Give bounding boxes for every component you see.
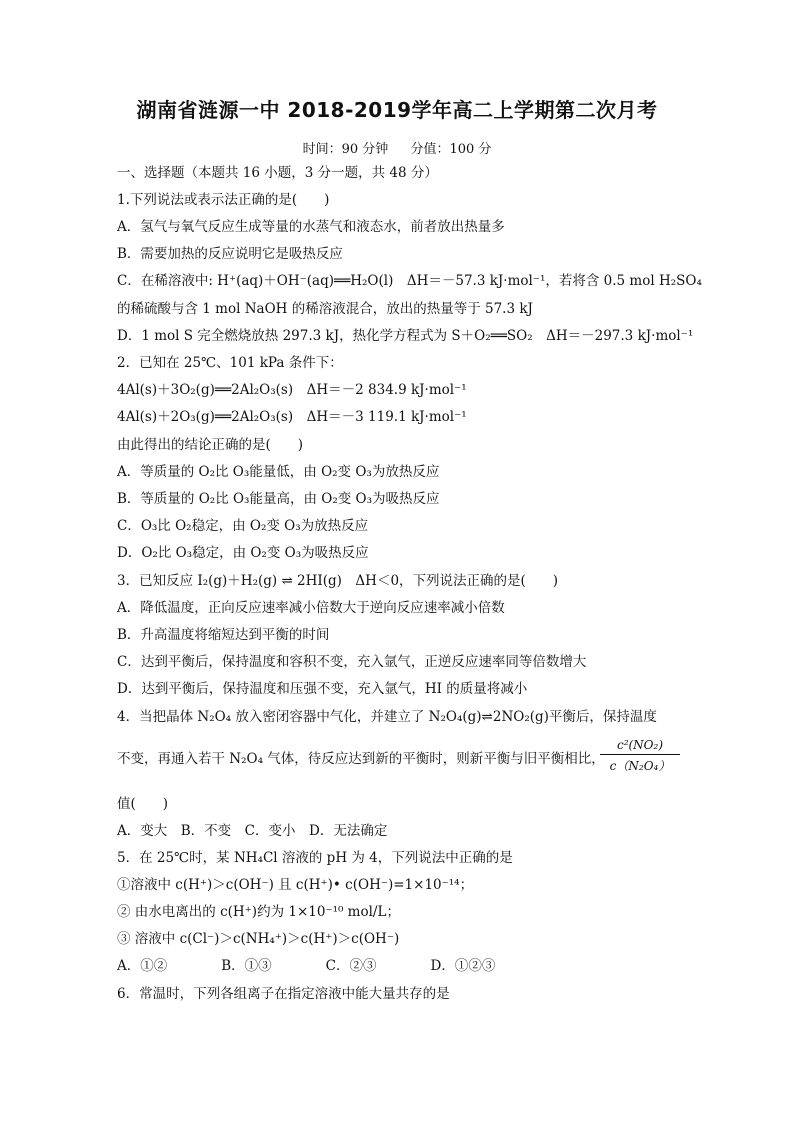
question-3-option-d: D．达到平衡后，保持温度和压强不变，充入氩气，HI 的质量将减小: [117, 681, 528, 697]
question-1-option-c-cont: 的稀硫酸与含 1 mol NaOH 的稀溶液混合，放出的热量等于 57.3 kJ: [117, 301, 533, 317]
fraction-denominator: c（N₂O₄）: [609, 759, 671, 773]
question-4-stem: 4．当把晶体 N₂O₄ 放入密闭容器中气化，并建立了 N₂O₄(g)⇌2NO₂(g)平衡后，保持温度: [117, 709, 657, 725]
question-2-option-d: D．O₂比 O₃稳定，由 O₂变 O₃为吸热反应: [117, 545, 369, 561]
question-2-stem: 2．已知在 25℃、101 kPa 条件下：: [117, 355, 343, 371]
question-5-options: A．①② B．①③ C．②③ D．①②③: [117, 958, 496, 974]
page-title: 湖南省涟源一中 2018-2019学年高二上学期第二次月考: [136, 98, 658, 122]
question-1-option-c: C．在稀溶液中: H⁺(aq)＋OH⁻(aq)══H₂O(l) ΔH＝－57.3 kJ·mol⁻¹，若将含 0.5 mol H₂SO₄: [117, 273, 702, 289]
question-3-option-c: C．达到平衡后，保持温度和容积不变，充入氩气，正逆反应速率同等倍数增大: [117, 654, 587, 670]
question-5-statement-2: ② 由水电离出的 c(H⁺)约为 1×10⁻¹⁰ mol/L；: [117, 904, 400, 920]
exam-meta: [0, 138, 794, 157]
question-4-stem-cont: 不变，再通入若干 N₂O₄ 气体，待反应达到新的平衡时，则新平衡与旧平衡相比，: [117, 751, 605, 767]
question-2-option-a: A．等质量的 O₂比 O₃能量低，由 O₂变 O₃为放热反应: [117, 464, 440, 480]
concentration-ratio-fraction: [600, 738, 680, 774]
question-4-stem-end: 值( ): [117, 796, 169, 812]
question-3-option-a: A．降低温度，正向反应速率减小倍数大于逆向反应速率减小倍数: [117, 600, 505, 616]
question-2-equation-1: 4Al(s)＋3O₂(g)══2Al₂O₃(s) ΔH＝－2 834.9 kJ·mol⁻¹: [117, 382, 467, 398]
question-5-statement-1: ①溶液中 c(H⁺)＞c(OH⁻) 且 c(H⁺)• c(OH⁻)=1×10⁻¹⁴；: [117, 877, 474, 893]
question-1-option-b: B．需要加热的反应说明它是吸热反应: [117, 246, 343, 262]
question-3-stem: 3．已知反应 I₂(g)＋H₂(g) ⇌ 2HI(g) ΔH＜0，下列说法正确的是( ): [117, 573, 559, 589]
question-1-option-d: D．1 mol S 完全燃烧放热 297.3 kJ，热化学方程式为 S＋O₂══SO₂ ΔH＝－297.3 kJ·mol⁻¹: [117, 328, 694, 344]
exam-score: 分值：100 分: [410, 142, 492, 157]
question-2-prompt: 由此得出的结论正确的是( ): [117, 437, 304, 453]
fraction-numerator: c²(NO₂): [600, 738, 680, 755]
question-2-equation-2: 4Al(s)＋2O₃(g)══2Al₂O₃(s) ΔH＝－3 119.1 kJ·mol⁻¹: [117, 409, 467, 425]
question-3-option-b: B．升高温度将缩短达到平衡的时间: [117, 627, 330, 643]
question-6-stem: 6．常温时，下列各组离子在指定溶液中能大量共存的是: [117, 986, 450, 1002]
question-5-stem: 5．在 25℃时，某 NH₄Cl 溶液的 pH 为 4，下列说法中正确的是: [117, 850, 513, 866]
question-2-option-b: B．等质量的 O₂比 O₃能量高，由 O₂变 O₃为吸热反应: [117, 491, 440, 507]
question-1-stem: 1.下列说法或表示法正确的是( ): [117, 192, 330, 208]
question-1-option-a: A．氢气与氧气反应生成等量的水蒸气和液态水，前者放出热量多: [117, 219, 505, 235]
question-4-options: A．变大 B．不变 C．变小 D．无法确定: [117, 823, 388, 839]
question-2-option-c: C．O₃比 O₂稳定，由 O₂变 O₃为放热反应: [117, 518, 369, 534]
question-5-statement-3: ③ 溶液中 c(Cl⁻)＞c(NH₄⁺)＞c(H⁺)＞c(OH⁻): [117, 931, 400, 947]
exam-time: 时间：90 分钟: [302, 142, 389, 157]
section-heading: 一、选择题（本题共 16 小题，3 分一题，共 48 分）: [117, 165, 438, 181]
